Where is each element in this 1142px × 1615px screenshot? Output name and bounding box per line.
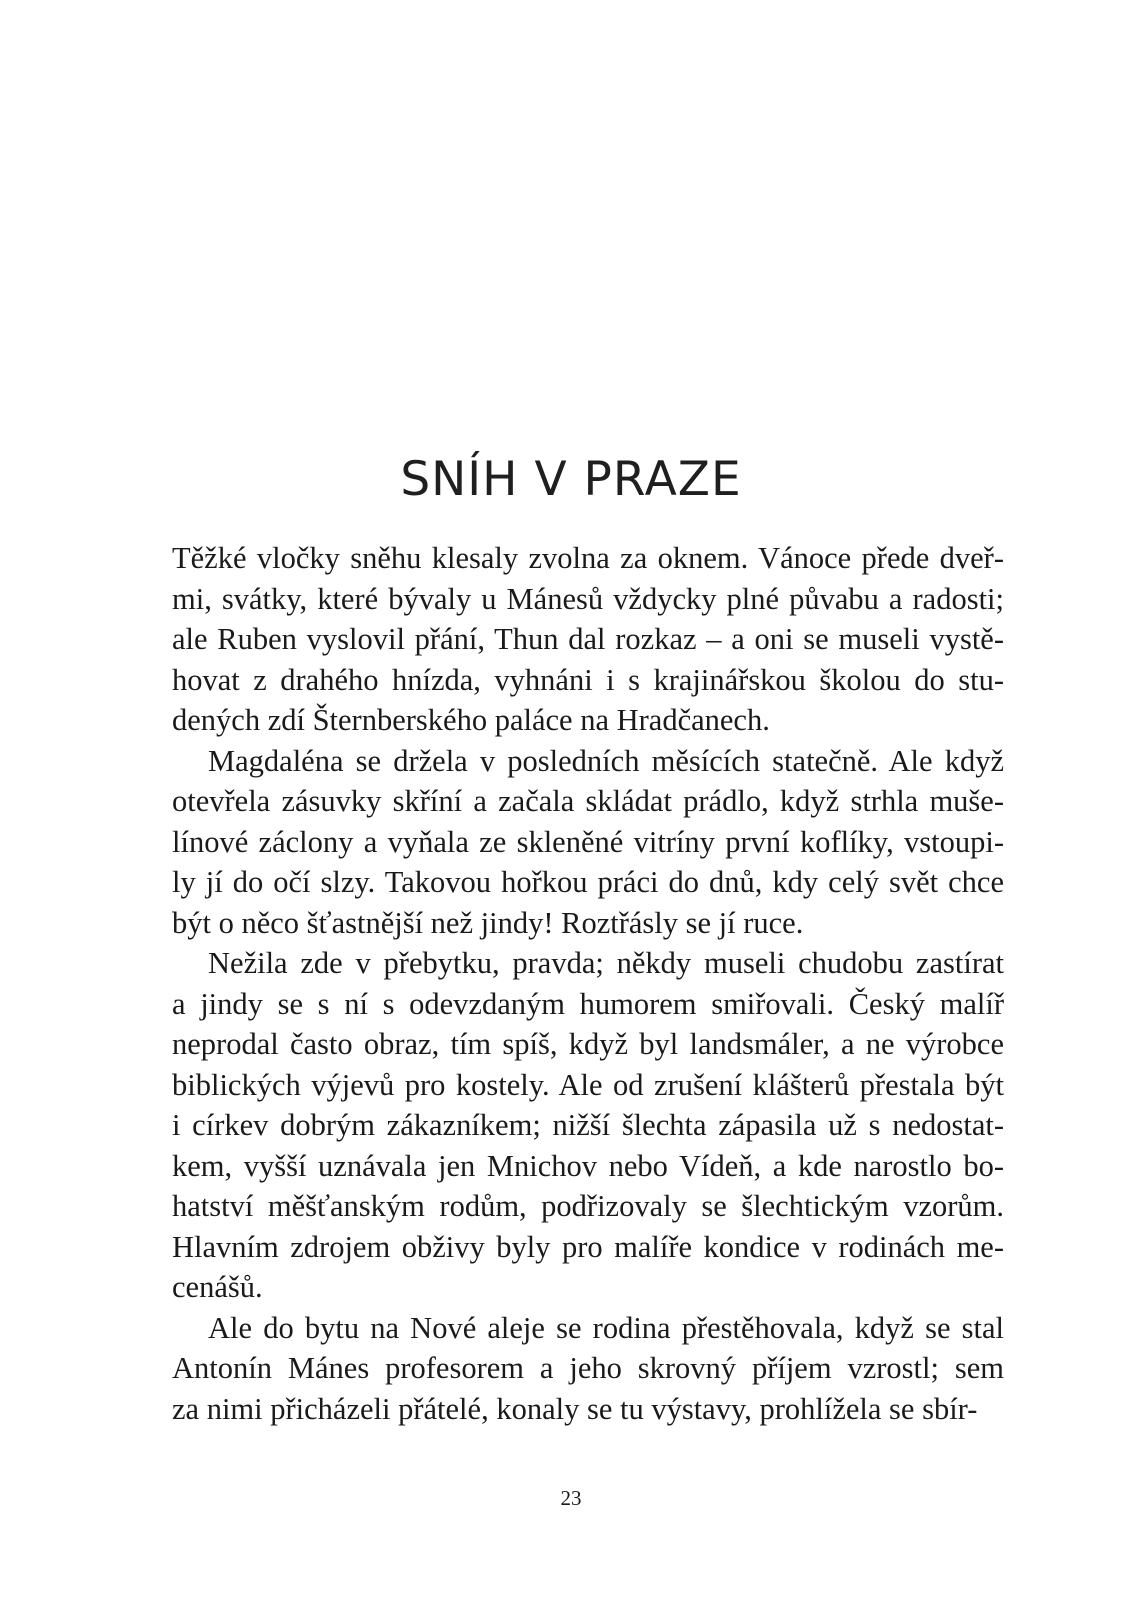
text-line: Magdaléna se držela v posledních měsících statečně. Ale když: [208, 743, 1004, 778]
text-line: být o něco šťastnější než jindy! Roztřásly se jí ruce.: [172, 905, 804, 940]
paragraph: [172, 741, 1004, 944]
text-line: Hlavním zdrojem obživy byly pro malíře kondice v rodinách me-: [172, 1229, 1004, 1264]
text-line: dených zdí Šternberského paláce na Hradčanech.: [172, 703, 770, 737]
text-line: Antonín Mánes profesorem a jeho skrovný příjem vzrostl; sem: [172, 1351, 1004, 1385]
text-line: ale Ruben vyslovil přání, Thun dal rozkaz – a oni se museli vystě-: [172, 622, 1004, 656]
text-line: hatství měšťanským rodům, podřizovaly se šlechtickým vzorům.: [172, 1189, 1004, 1223]
text-line: hovat z drahého hnízda, vyhnáni i s krajinářskou školou do stu-: [172, 662, 1004, 697]
text-line: i církev dobrým zákazníkem; nižší šlechta zápasila už s nedostat-: [172, 1108, 1004, 1142]
paragraph: [172, 538, 1004, 741]
text-line: cenášů.: [172, 1270, 263, 1304]
text-line: Ale do bytu na Nové aleje se rodina přestěhovala, když se stal: [208, 1310, 1004, 1345]
text-line: mi, svátky, které bývaly u Mánesů vždycky plné půvabu a radosti;: [172, 581, 1004, 616]
text-line: za nimi přicházeli přátelé, konaly se tu výstavy, prohlížela se sbír-: [172, 1391, 978, 1426]
text-line: neprodal často obraz, tím spíš, když byl landsmáler, a ne výrobce: [172, 1027, 1004, 1061]
body-text: [172, 538, 1004, 1429]
text-line: Nežila zde v přebytku, pravda; někdy museli chudobu zastírat: [208, 946, 1004, 980]
text-line: otevřela zásuvky skříní a začala skládat prádlo, když strhla muše-: [172, 784, 1004, 818]
text-line: línové záclony a vyňala ze skleněné vitríny první koflíky, vstoupi-: [172, 824, 1004, 859]
text-line: a jindy se s ní s odevzdaným humorem smiřovali. Český malíř: [172, 986, 1004, 1021]
text-line: Těžké vločky sněhu klesaly zvolna za oknem. Vánoce přede dveř-: [172, 541, 1004, 575]
page-number: 23: [560, 1486, 582, 1510]
paragraph: [172, 943, 1004, 1308]
text-line: ly jí do očí slzy. Takovou hořkou práci do dnů, kdy celý svět chce: [172, 865, 1004, 899]
text-line: biblických výjevů pro kostely. Ale od zrušení klášterů přestala být: [172, 1067, 1004, 1102]
paragraph: [172, 1308, 1004, 1430]
text-line: kem, vyšší uznávala jen Mnichov nebo Vídeň, a kde narostlo bo-: [172, 1148, 1004, 1183]
chapter-title: SNÍH V PRAZE: [400, 452, 742, 507]
